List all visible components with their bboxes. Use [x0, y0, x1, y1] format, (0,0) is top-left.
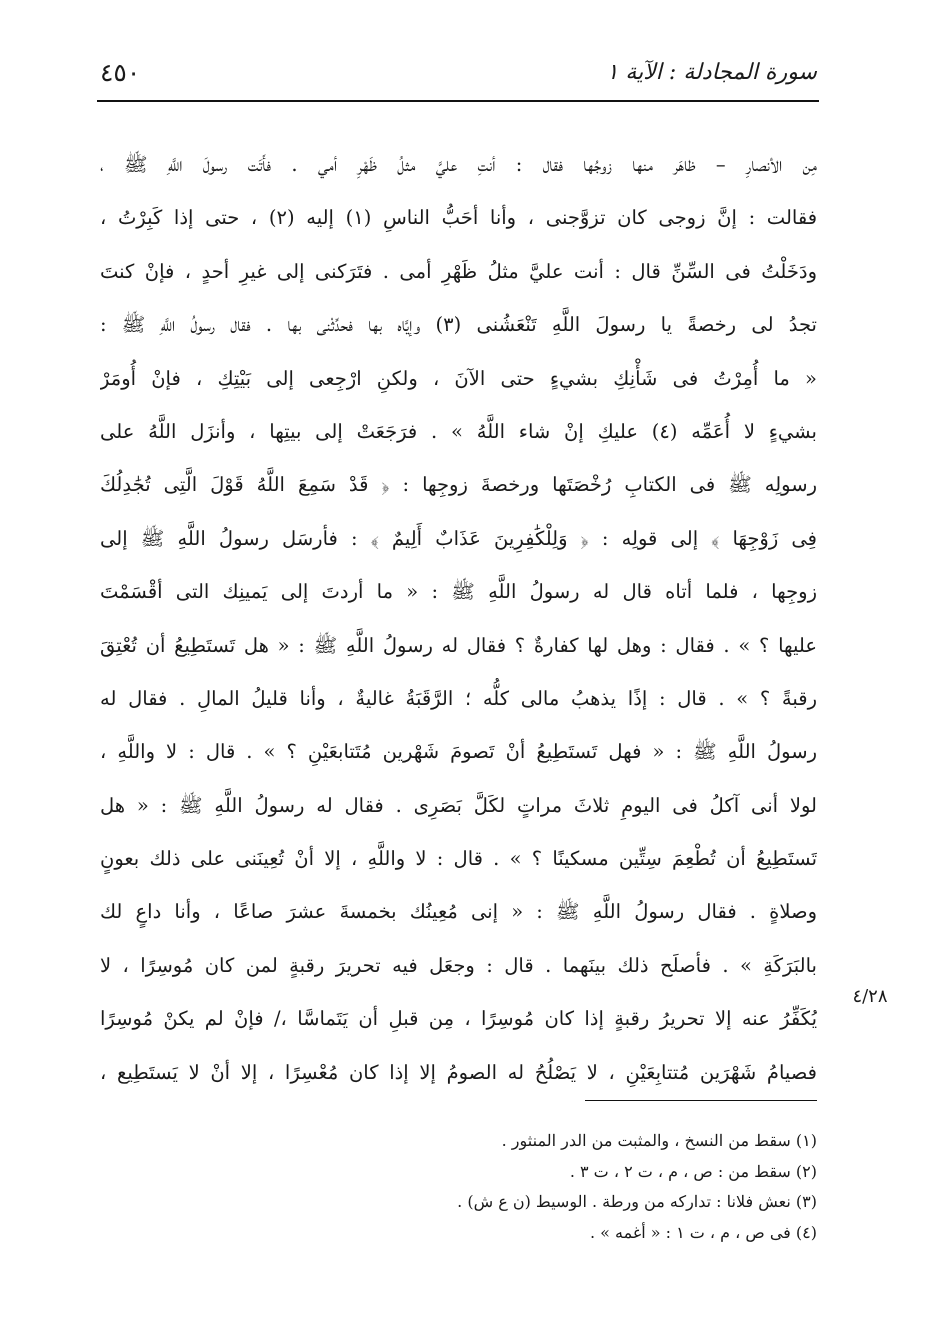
- text-line: فقالت : إنَّ زوجى كان تزوَّجنى ، وأنا أحَبُّ الناسِ (١) إليه (٢) ، حتى إذا كَبِرْتُ ،: [100, 206, 817, 230]
- main-text: [100, 138, 817, 1099]
- text-line: رسولُ اللَّهِ ﷺ : « فهل تَستَطِيعُ أنْ تَصومَ شَهْرين مُتَتابعَيْنِ ؟ » . قال : لا واللَّهِ ،: [100, 740, 817, 764]
- text-line: بشيءٍ لا أُعَمِّه (٤) عليكِ إنْ شاء اللَّهُ » . فرَجَعَتْ إلى بيتِها ، وأنزَل اللَّهُ على: [100, 419, 817, 443]
- text-line: زوجِها ، فلما أتاه قال له رسولُ اللَّهِ ﷺ : « ما أردتَ إلى يَمينِك التى أقْسَمْتَ: [100, 580, 817, 604]
- text-line: لولا أنى آكلُ فى اليومِ ثلاثَ مراتٍ لكَلَّ بَصَرِى . فقال له رسولُ اللَّهِ ﷺ : « هل: [100, 793, 817, 817]
- text-line: فِى زَوْجِهَا ﴾ إلى قولِه : ﴿ وَلِلْكَٰفِرِينَ عَذَابٌ أَلِيمٌ ﴾ : فأرسَل رسولُ اللَّهِ ﷺ إلى: [100, 526, 817, 550]
- text-line: مِن الأنصارِ – ظاهَر منها زوجُها فقال : أنتِ عليَّ مثلُ ظَهْرِ أمي . فأَتَت رسولَ اللَّهِ ﷺ ،: [100, 153, 817, 176]
- text-line: وصلاةٍ . فقال رسولُ اللَّهِ ﷺ : « إنى مُعِينُك بخمسةَ عشرَ صاعًا ، وأنا داعٍ لك: [100, 900, 817, 924]
- text-line: بالبَرَكَةِ » . فأصلَح ذلك بينَهما . قال : وجعَل فيه تحريرَ رقبةٍ لمن كان مُوسِرًا ، لا: [100, 953, 817, 977]
- footnote-2: (٢) سقط من : ص ، م ، ت ٢ ، ت ٣ .: [569, 1161, 817, 1181]
- header-rule: [97, 100, 819, 102]
- footnotes: [300, 1126, 817, 1248]
- text-line: ودَخَلْتُ فى السِّنِّ قال : أنت عليَّ مثلُ ظَهْرِ أمى . فتَرَكنى إلى غيرِ أحدٍ ، فإنْ كنتَ: [100, 259, 817, 283]
- page-header: [100, 52, 817, 92]
- page-number: ٤٥٠: [100, 57, 141, 87]
- text-line: رقبةً ؟ » . قال : إذًا يذهبُ مالى كلُّه ؛ الرَّقَبَةُ غاليةٌ ، وأنا قليلُ المالِ . فقال له: [100, 686, 817, 710]
- text-line: رسولِه ﷺ فى الكتابِ رُخْصَتَها ورخصةَ زوجِها : ﴿ قَدْ سَمِعَ اللَّهُ قَوْلَ الَّتِى تُجَٰدِلُكَ: [100, 473, 817, 497]
- text-line: « ما أُمِرْتُ فى شَأْنِكِ بشيءٍ حتى الآنَ ، ولكنِ ارْجِعى إلى بَيْتِكِ ، فإنْ أُومَرْ: [100, 366, 817, 390]
- footnote-1: (١) سقط من النسخ ، والمثبت من الدر المنثور .: [501, 1131, 817, 1150]
- footnote-separator: [585, 1100, 817, 1101]
- text-line: تجدُ لى رخصةً يا رسولَ اللَّهِ تَنْعَشُنى (٣) وإيَّاه بها فحدِّثْنى بها . فقال رسولُ اللَّهِ ﷺ :: [100, 313, 817, 337]
- footnote-4: (٤) فى ص ، م ، ت ١ : « أغمه » .: [589, 1222, 817, 1242]
- margin-reference: ٤/٢٨: [852, 986, 888, 1007]
- running-title: سورة المجادلة : الآية ١: [606, 59, 817, 85]
- text-line: عليها ؟ » . فقال : وهل لها كفارةٌ ؟ فقال له رسولُ اللَّهِ ﷺ : « هل تَستَطِيعُ أن تُعْتِقَ: [100, 633, 817, 657]
- footnote-3: (٣) نعش فلانا : تداركه من ورطة . الوسيط (ن ع ش) .: [457, 1192, 817, 1211]
- text-line: تَستَطِيعُ أن تُطْعِمَ سِتِّين مسكينًا ؟ » . قال : لا واللَّهِ ، إلا أنْ تُعِينَنى على ذلك بعونٍ: [100, 847, 817, 871]
- text-line: فصيامُ شَهْرَين مُتتابِعَيْنِ ، لا يَصْلُحُ له الصومُ إلا إذا كان مُعْسِرًا ، إلا أنْ لا يَستَطِيع ،: [100, 1060, 817, 1084]
- text-line: يُكَفِّرُ عنه إلا تحريرُ رقبةٍ إذا كان مُوسِرًا ، مِن قبلِ أن يَتَماسَّا ،/ فإنْ لم يكنْ مُوسِرًا: [100, 1007, 817, 1031]
